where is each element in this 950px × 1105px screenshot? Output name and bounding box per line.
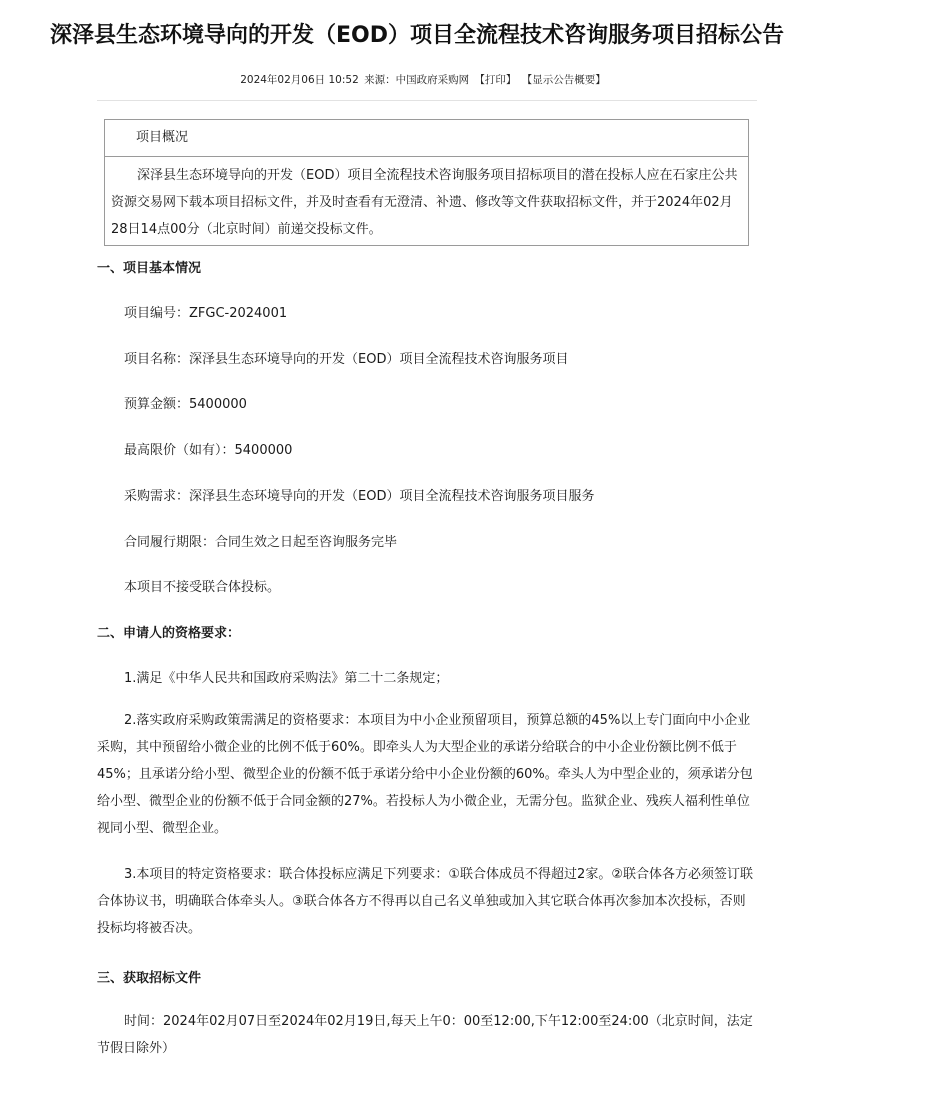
source-label: 来源：中国政府采购网	[364, 74, 470, 86]
contract-period: 合同履行期限：合同生效之日起至咨询服务完毕	[124, 535, 398, 550]
overview-box	[104, 119, 749, 246]
qualification-item-3: 3.本项目的特定资格要求：联合体投标应满足下列要求：①联合体成员不得超过2家。②联合体各方必须签订联合体协议书，明确联合体牵头人。③联合体各方不得再以自己名义单独或加入其它联合体再次参加本次投标，否则投标均将被否决。	[97, 867, 753, 936]
publish-datetime: 2024年02月06日 10:52	[240, 74, 359, 86]
overview-text: 深泽县生态环境导向的开发（EOD）项目全流程技术咨询服务项目招标项目的潜在投标人应在石家庄公共资源交易网下载本项目招标文件，并及时查看有无澄清、补遗、修改等文件获取招标文件，并于2024年02月28日14点00分（北京时间）前递交投标文件。	[111, 168, 738, 237]
obtain-docs-time: 时间：2024年02月07日至2024年02月19日,每天上午0：00至12:00,下午12:00至24:00（北京时间，法定节假日除外）	[97, 1014, 753, 1056]
page-title: 深泽县生态环境导向的开发（EOD）项目全流程技术咨询服务项目招标公告	[50, 23, 784, 48]
project-number: 项目编号：ZFGC-2024001	[124, 306, 288, 321]
section-obtain-docs-heading: 三、获取招标文件	[97, 971, 202, 986]
header-divider	[97, 100, 757, 101]
overview-heading: 项目概况	[105, 120, 748, 157]
procurement-demand: 采购需求：深泽县生态环境导向的开发（EOD）项目全流程技术咨询服务项目服务	[124, 489, 595, 504]
budget-amount: 预算金额：5400000	[124, 397, 247, 412]
show-summary-link[interactable]: 【显示公告概要】	[521, 74, 606, 86]
print-link[interactable]: 【打印】	[474, 74, 517, 86]
article-meta	[0, 72, 846, 87]
qualification-item-2: 2.落实政府采购政策需满足的资格要求：本项目为中小企业预留项目，预算总额的45%以上专门面向中小企业采购，其中预留给小微企业的比例不低于60%。即牵头人为大型企业的承诺分给联合的中小企业份额比例不低于45%；且承诺分给小型、微型企业的份额不低于承诺分给中小企业份额的60%。牵头人为中型企业的，须承诺分包给小型、微型企业的份额不低于合同金额的27%。若投标人为小微企业，无需分包。监狱企业、残疾人福利性单位视同小型、微型企业。	[97, 713, 753, 836]
max-price: 最高限价（如有）：5400000	[124, 443, 293, 458]
qualification-item-1: 1.满足《中华人民共和国政府采购法》第二十二条规定；	[124, 671, 449, 686]
section-basic-info-heading: 一、项目基本情况	[97, 261, 202, 276]
section-qualification-heading: 二、申请人的资格要求：	[97, 626, 241, 641]
project-name: 项目名称：深泽县生态环境导向的开发（EOD）项目全流程技术咨询服务项目	[124, 352, 569, 367]
no-consortium-note: 本项目不接受联合体投标。	[124, 580, 281, 595]
